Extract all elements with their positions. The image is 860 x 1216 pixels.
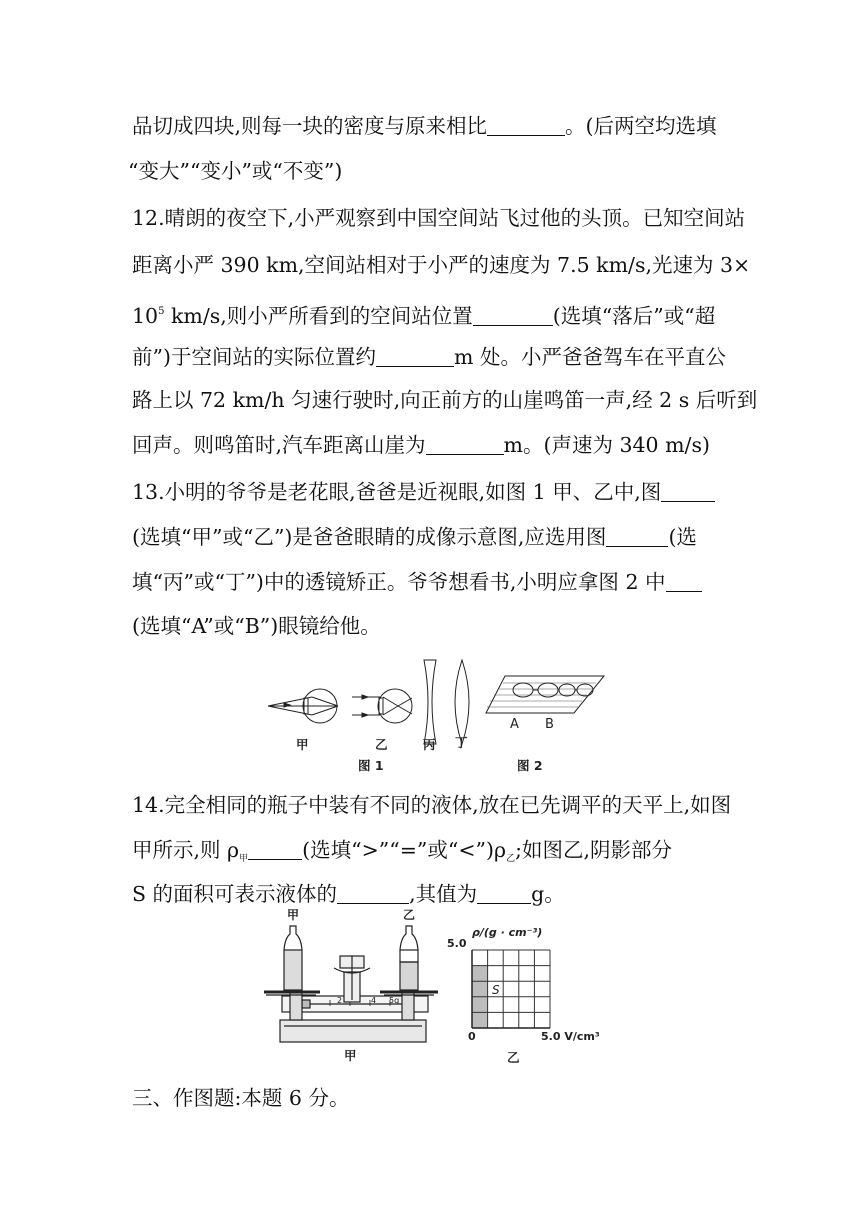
q11-line-1: 品切成四块,则每一块的密度与原来相比 。(后两空均选填 [132, 114, 717, 138]
label-yi: 乙 [375, 737, 388, 752]
y-axis-label: ρ/(g · cm⁻³) [472, 926, 543, 939]
q13-line-1: 13.小明的爷爷是老花眼,爸爸是近视眼,如图 1 甲、乙中,图 [132, 478, 715, 506]
q14-line-3: S 的面积可表示液体的 ,其值为 g。 [132, 882, 565, 906]
caption-figure-1: 图 1 [358, 758, 384, 773]
label-B: B [545, 717, 554, 732]
label-jia: 甲 [296, 737, 309, 752]
section-3-title: 三、作图题:本题 6 分。 [132, 1086, 350, 1110]
q13-line-2: (选填“甲”或“乙”)是爸爸眼睛的成像示意图,应选用图 (选 [132, 525, 697, 549]
bottle-yi-label: 乙 [403, 908, 416, 922]
q12-line-4: 前”)于空间站的实际位置约 m 处。小严爸爸驾车在平直公 [132, 345, 726, 369]
label-ding: 丁 [455, 735, 468, 750]
q12-line-5: 路上以 72 km/h 匀速行驶时,向正前方的山崖鸣笛一声,经 2 s 后听到 [132, 388, 758, 412]
q13-line-4: (选填“A”或“B”)眼镜给他。 [132, 614, 381, 638]
q13-line-3: 填“丙”或“丁”)中的透镜矫正。爷爷想看书,小明应拿图 2 中 [132, 568, 702, 596]
x-axis-label: 5.0 V/cm³ [541, 1030, 600, 1043]
origin-label: 0 [468, 1030, 476, 1043]
graph-caption: 乙 [507, 1050, 520, 1065]
y-max-label: 5.0 [447, 937, 467, 950]
scale-tick-label: 2 [337, 996, 343, 1005]
q11-line-2: “变大”“变小”或“不变”) [128, 159, 343, 183]
q12-line-1: 12.晴朗的夜空下,小严观察到中国空间站飞过他的头顶。已知空间站 [132, 206, 746, 230]
scale-tick-label: 5g [389, 996, 400, 1005]
scale-tick-label: 4 [371, 996, 377, 1005]
balance-caption: 甲 [344, 1048, 357, 1063]
label-bing: 丙 [423, 737, 436, 752]
q12-line-6: 回声。则鸣笛时,汽车距离山崖为 m。(声速为 340 m/s) [132, 433, 710, 457]
q12-line-2: 距离小严 390 km,空间站相对于小严的速度为 7.5 km/s,光速为 3× [132, 253, 751, 277]
bottle-jia-label: 甲 [287, 908, 300, 922]
q12-line-3: $10^5$ km/s,则小严所看到的空间站位置 (选填“落后”或“超 [132, 304, 716, 328]
q14-line-2: 甲所示,则 $\rho_甲$ (选填“>”“=”或“$<”)\rho_乙$;如图乙,阴影部分 [132, 838, 673, 864]
shaded-label-S: S [492, 983, 500, 997]
q14-line-1: 14.完全相同的瓶子中装有不同的液体,放在已先调平的天平上,如图 [132, 793, 732, 817]
label-A: A [510, 717, 519, 732]
caption-figure-2: 图 2 [517, 758, 543, 773]
